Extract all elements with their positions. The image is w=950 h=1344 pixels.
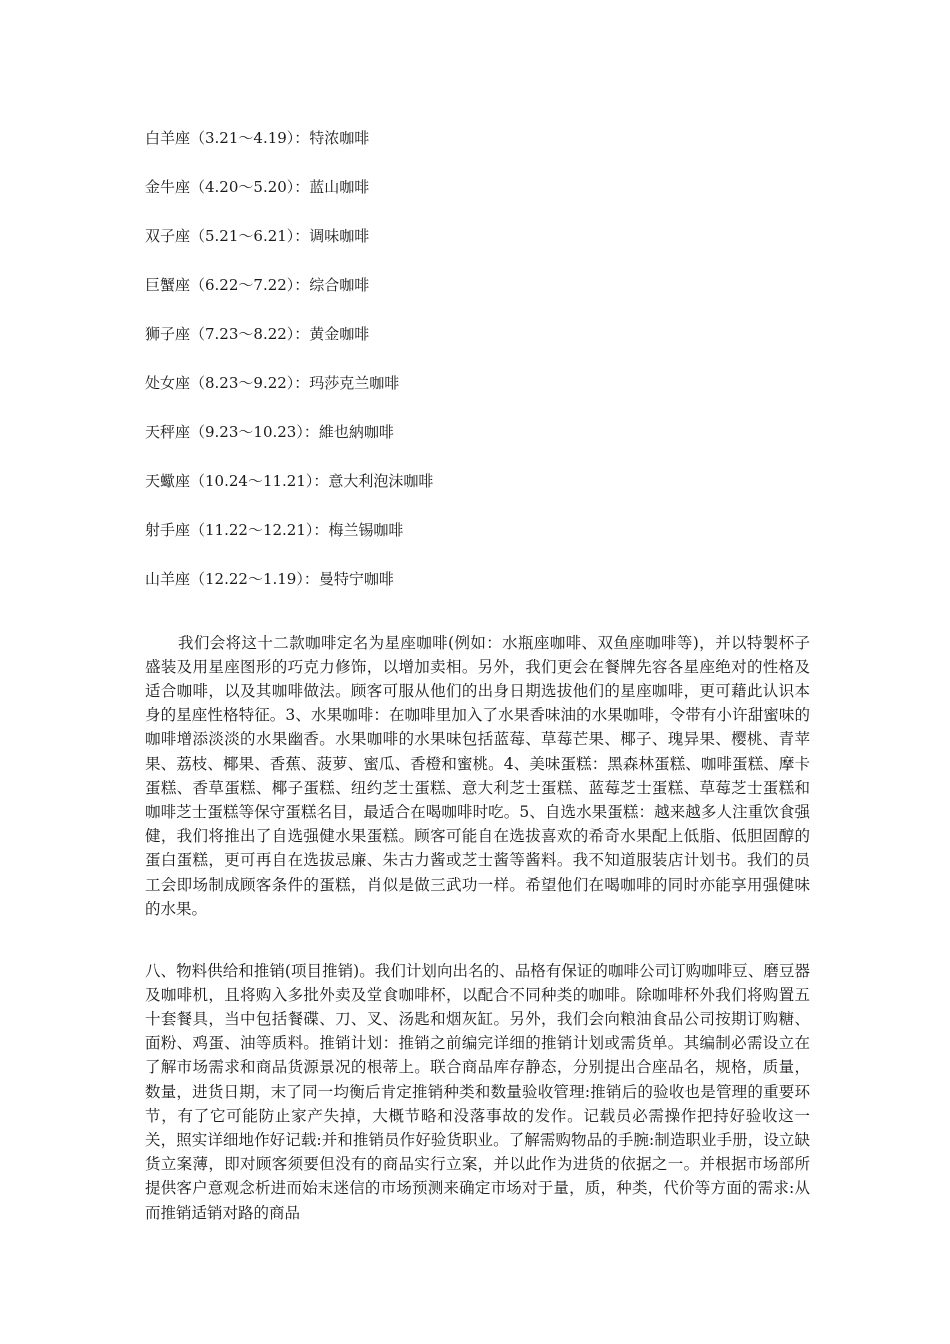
- zodiac-item-aries: 白羊座（3.21～4.19）：特浓咖啡: [145, 129, 370, 147]
- zodiac-item-scorpio: 天蠍座（10.24～11.21）：意大利泡沫咖啡: [145, 472, 434, 490]
- zodiac-item-taurus: 金牛座（4.20～5.20）：蓝山咖啡: [145, 178, 370, 196]
- star-coffee-paragraph: 我们会将这十二款咖啡定名为星座咖啡(例如：水瓶座咖啡、双鱼座咖啡等)，并以特製杯子盛装及用星座图形的巧克力修饰，以增加卖相。另外，我们更会在餐牌先容各星座绝对的性格及适合咖啡，以及其咖啡做法。顾客可服从他们的出身日期选拔他们的星座咖啡，更可藉此认识本身的星座性格特征。3、水果咖啡：在咖啡里加入了水果香味油的水果咖啡，令带有小许甜蜜味的咖啡增添淡淡的水果幽香。水果咖啡的水果味包括蓝莓、草莓芒果、椰子、瑰异果、樱桃、青苹果、荔枝、椰果、香蕉、菠萝、蜜瓜、香橙和蜜桃。4、美味蛋糕：黑森林蛋糕、咖啡蛋糕、摩卡蛋糕、香草蛋糕、椰子蛋糕、纽约芝士蛋糕、意大利芝士蛋糕、蓝莓芝士蛋糕、草莓芝士蛋糕和咖啡芝士蛋糕等保守蛋糕名目，最适合在喝咖啡时吃。5、自选水果蛋糕：越来越多人注重饮食强健，我们将推出了自选强健水果蛋糕。顾客可能自在选拔喜欢的希奇水果配上低脂、低胆固醇的蛋白蛋糕，更可再自在选拔忌廉、朱古力酱或芝士酱等酱料。我不知道服装店计划书。我们的员工会即场制成顾客条件的蛋糕，肖似是做三武功一样。希望他们在喝咖啡的同时亦能享用强健味的水果。: [145, 633, 810, 918]
- zodiac-item-libra: 天秤座（9.23～10.23）：維也納咖啡: [145, 423, 394, 441]
- zodiac-item-capricorn: 山羊座（12.22～1.19）：曼特宁咖啡: [145, 570, 394, 588]
- procurement-paragraph: 八、物料供给和推销(项目推销)。我们计划向出名的、品格有保证的咖啡公司订购咖啡豆、磨豆器及咖啡机，且将购入多批外卖及堂食咖啡杯，以配合不同种类的咖啡。除咖啡杯外我们将购置五十套餐具，当中包括餐碟、刀、叉、汤匙和烟灰缸。另外，我们会向粮油食品公司按期订购糖、面粉、鸡蛋、油等质料。推销计划：推销之前编完详细的推销计划或需货单。其编制必需设立在了解市场需求和商品货源景况的根蒂上。联合商品库存静态，分别提出合座品名，规格，质量，数量，进货日期，末了同一均衡后肯定推销种类和数量验收管理:推销后的验收也是管理的重要环节，有了它可能防止家产失掉，大概节略和没落事故的发作。记载员必需操作把持好验收这一关，照实详细地作好记载:并和推销员作好验货职业。了解需购物品的手腕:制造职业手册，设立缺货立案薄，即对顾客须要但没有的商品实行立案，并以此作为进货的依据之一。并根据市场部所提供客户意观念析进而始末迷信的市场预测来确定市场对于量，质，种类，代价等方面的需求:从而推销适销对路的商品: [145, 961, 810, 1222]
- zodiac-coffee-list: [145, 127, 825, 617]
- zodiac-item-leo: 狮子座（7.23～8.22）：黄金咖啡: [145, 325, 370, 343]
- zodiac-item-virgo: 处女座（8.23～9.22）：玛莎克兰咖啡: [145, 374, 400, 392]
- zodiac-item-sagittarius: 射手座（11.22～12.21）：梅兰锡咖啡: [145, 521, 404, 539]
- zodiac-item-gemini: 双子座（5.21～6.21）：调味咖啡: [145, 227, 370, 245]
- zodiac-item-cancer: 巨蟹座（6.22～7.22）：综合咖啡: [145, 276, 370, 294]
